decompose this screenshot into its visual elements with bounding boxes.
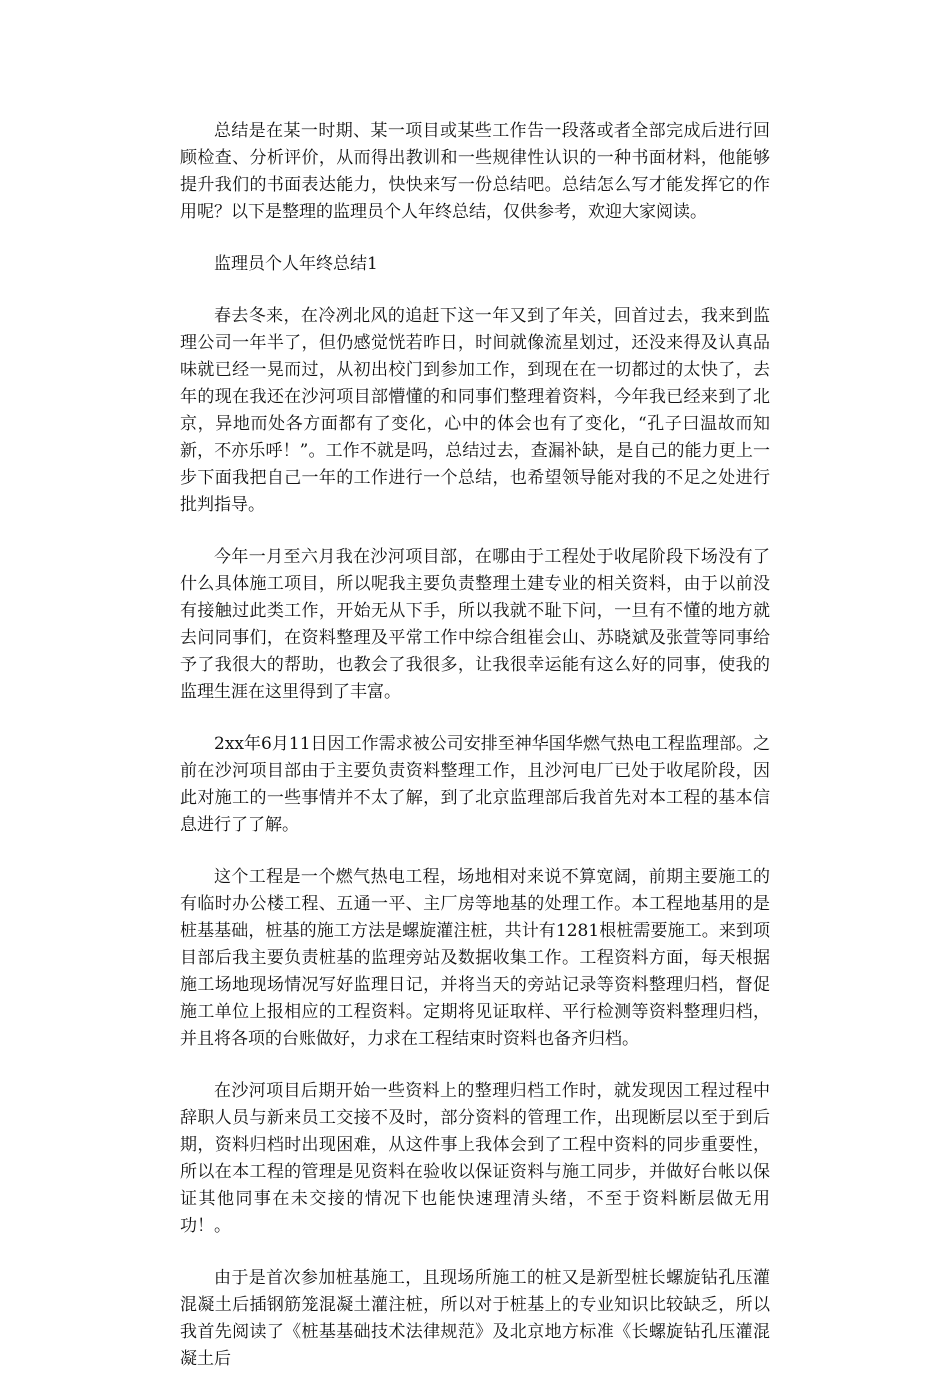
body-paragraph: 春去冬来，在冷冽北风的追赶下这一年又到了年关，回首过去，我来到监理公司一年半了，但仍感觉恍若昨日，时间就像流星划过，还没来得及认真品味就已经一晃而过，从初出校门到参加工作，到现在在一切都过的太快了，去年的现在我还在沙河项目部懵懂的和同事们整理着资料，今年我已经来到了北京，异地而处各方面都有了变化，心中的体会也有了变化，“孔子曰温故而知新，不亦乐呼！”。工作不就是吗，总结过去，查漏补缺，是自己的能力更上一步下面我把自己一年的工作进行一个总结，也希望领导能对我的不足之处进行批判指导。: [180, 306, 770, 515]
body-paragraph: 由于是首次参加桩基施工，且现场所施工的桩又是新型桩长螺旋钻孔压灌混凝土后插钢筋笼混凝土灌注桩，所以对于桩基上的专业知识比较缺乏，所以我首先阅读了《桩基基础技术法律规范》及北京地方标准《长螺旋钻孔压灌混凝土后: [180, 1268, 770, 1369]
document-page: [180, 118, 770, 1398]
intro-paragraph: 总结是在某一时期、某一项目或某些工作告一段落或者全部完成后进行回顾检查、分析评价，从而得出教训和一些规律性认识的一种书面材料，他能够提升我们的书面表达能力，快快来写一份总结吧。总结怎么写才能发挥它的作用呢？以下是整理的监理员个人年终总结，仅供参考，欢迎大家阅读。: [180, 121, 770, 222]
body-paragraph: 今年一月至六月我在沙河项目部，在哪由于工程处于收尾阶段下场没有了什么具体施工项目，所以呢我主要负责整理土建专业的相关资料，由于以前没有接触过此类工作，开始无从下手，所以我就不耻下问，一旦有不懂的地方就去问同事们，在资料整理及平常工作中综合组崔会山、苏晓斌及张萱等同事给予了我很大的帮助，也教会了我很多，让我很幸运能有这么好的同事，使我的监理生涯在这里得到了丰富。: [180, 547, 770, 702]
body-paragraph: 在沙河项目后期开始一些资料上的整理归档工作时，就发现因工程过程中辞职人员与新来员工交接不及时，部分资料的管理工作，出现断层以至于到后期，资料归档时出现困难，从这件事上我体会到了工程中资料的同步重要性，所以在本工程的管理是见资料在验收以保证资料与施工同步，并做好台帐以保证其他同事在未交接的情况下也能快速理清头绪，不至于资料断层做无用功！。: [180, 1081, 770, 1236]
body-paragraph: 这个工程是一个燃气热电工程，场地相对来说不算宽阔，前期主要施工的有临时办公楼工程、五通一平、主厂房等地基的处理工作。本工程地基用的是桩基基础，桩基的施工方法是螺旋灌注桩，共计有1281根桩需要施工。来到项目部后我主要负责桩基的监理旁站及数据收集工作。工程资料方面，每天根据施工场地现场情况写好监理日记，并将当天的旁站记录等资料整理归档，督促施工单位上报相应的工程资料。定期将见证取样、平行检测等资料整理归档，并且将各项的台账做好，力求在工程结束时资料也备齐归档。: [180, 867, 770, 1049]
section-heading: 监理员个人年终总结1: [214, 254, 378, 274]
body-paragraph: 2xx年6月11日因工作需求被公司安排至神华国华燃气热电工程监理部。之前在沙河项目部由于主要负责资料整理工作，且沙河电厂已处于收尾阶段，因此对施工的一些事情并不太了解，到了北京监理部后我首先对本工程的基本信息进行了了解。: [180, 734, 770, 835]
